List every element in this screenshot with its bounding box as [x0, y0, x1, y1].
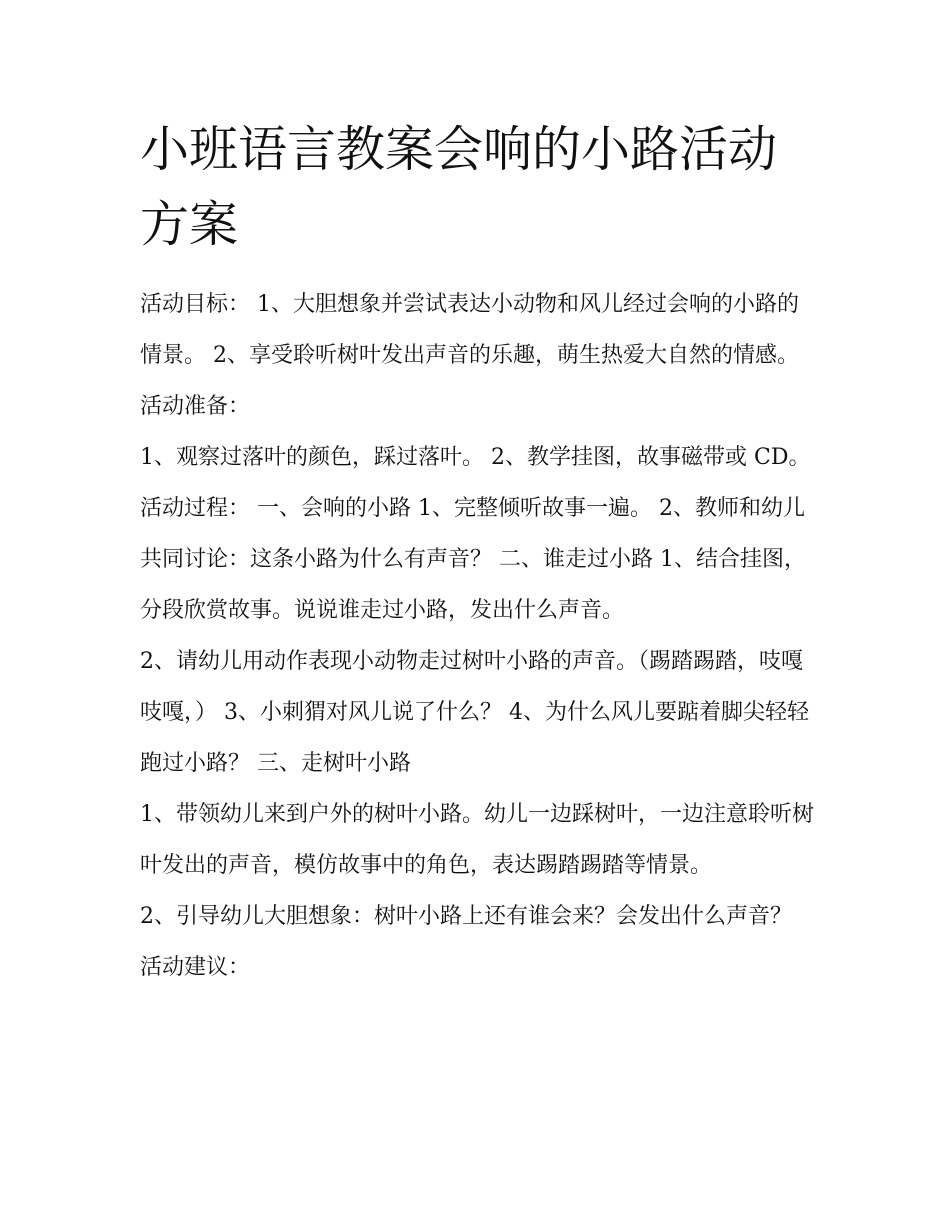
paragraph-objectives: 活动目标： 1、大胆想象并尝试表达小动物和风儿经过会响的小路的情景。 2、享受聆听树叶发出声音的乐趣，萌生热爱大自然的情感。 活动准备：: [140, 292, 799, 419]
document-body: [140, 279, 820, 993]
document-title: 小班语言教案会响的小路活动方案: [140, 121, 778, 253]
paragraph-imagination: 2、引导幼儿大胆想象：树叶小路上还有谁会来？会发出什么声音？ 活动建议：: [140, 904, 792, 980]
paragraph-outdoor-walk: 1、带领幼儿来到户外的树叶小路。幼儿一边踩树叶，一边注意聆听树叶发出的声音，模仿故事中的角色，表达踢踏踢踏等情景。: [140, 802, 814, 878]
paragraph-preparation-process: 1、观察过落叶的颜色，踩过落叶。 2、教学挂图，故事磁带或 CD。 活动过程： 一、会响的小路 1、完整倾听故事一遍。 2、教师和幼儿共同讨论：这条小路为什么有声音？ 二、谁走过小路 1、结合挂图，分段欣赏故事。说说谁走过小路，发出什么声音。: [140, 445, 811, 623]
document-content: [140, 112, 820, 993]
paragraph-actions: 2、请幼儿用动作表现小动物走过树叶小路的声音。（踢踏踢踏，吱嘎吱嘎，） 3、小刺猬对风儿说了什么？ 4、为什么风儿要踮着脚尖轻轻跑过小路？ 三、走树叶小路: [140, 649, 809, 776]
